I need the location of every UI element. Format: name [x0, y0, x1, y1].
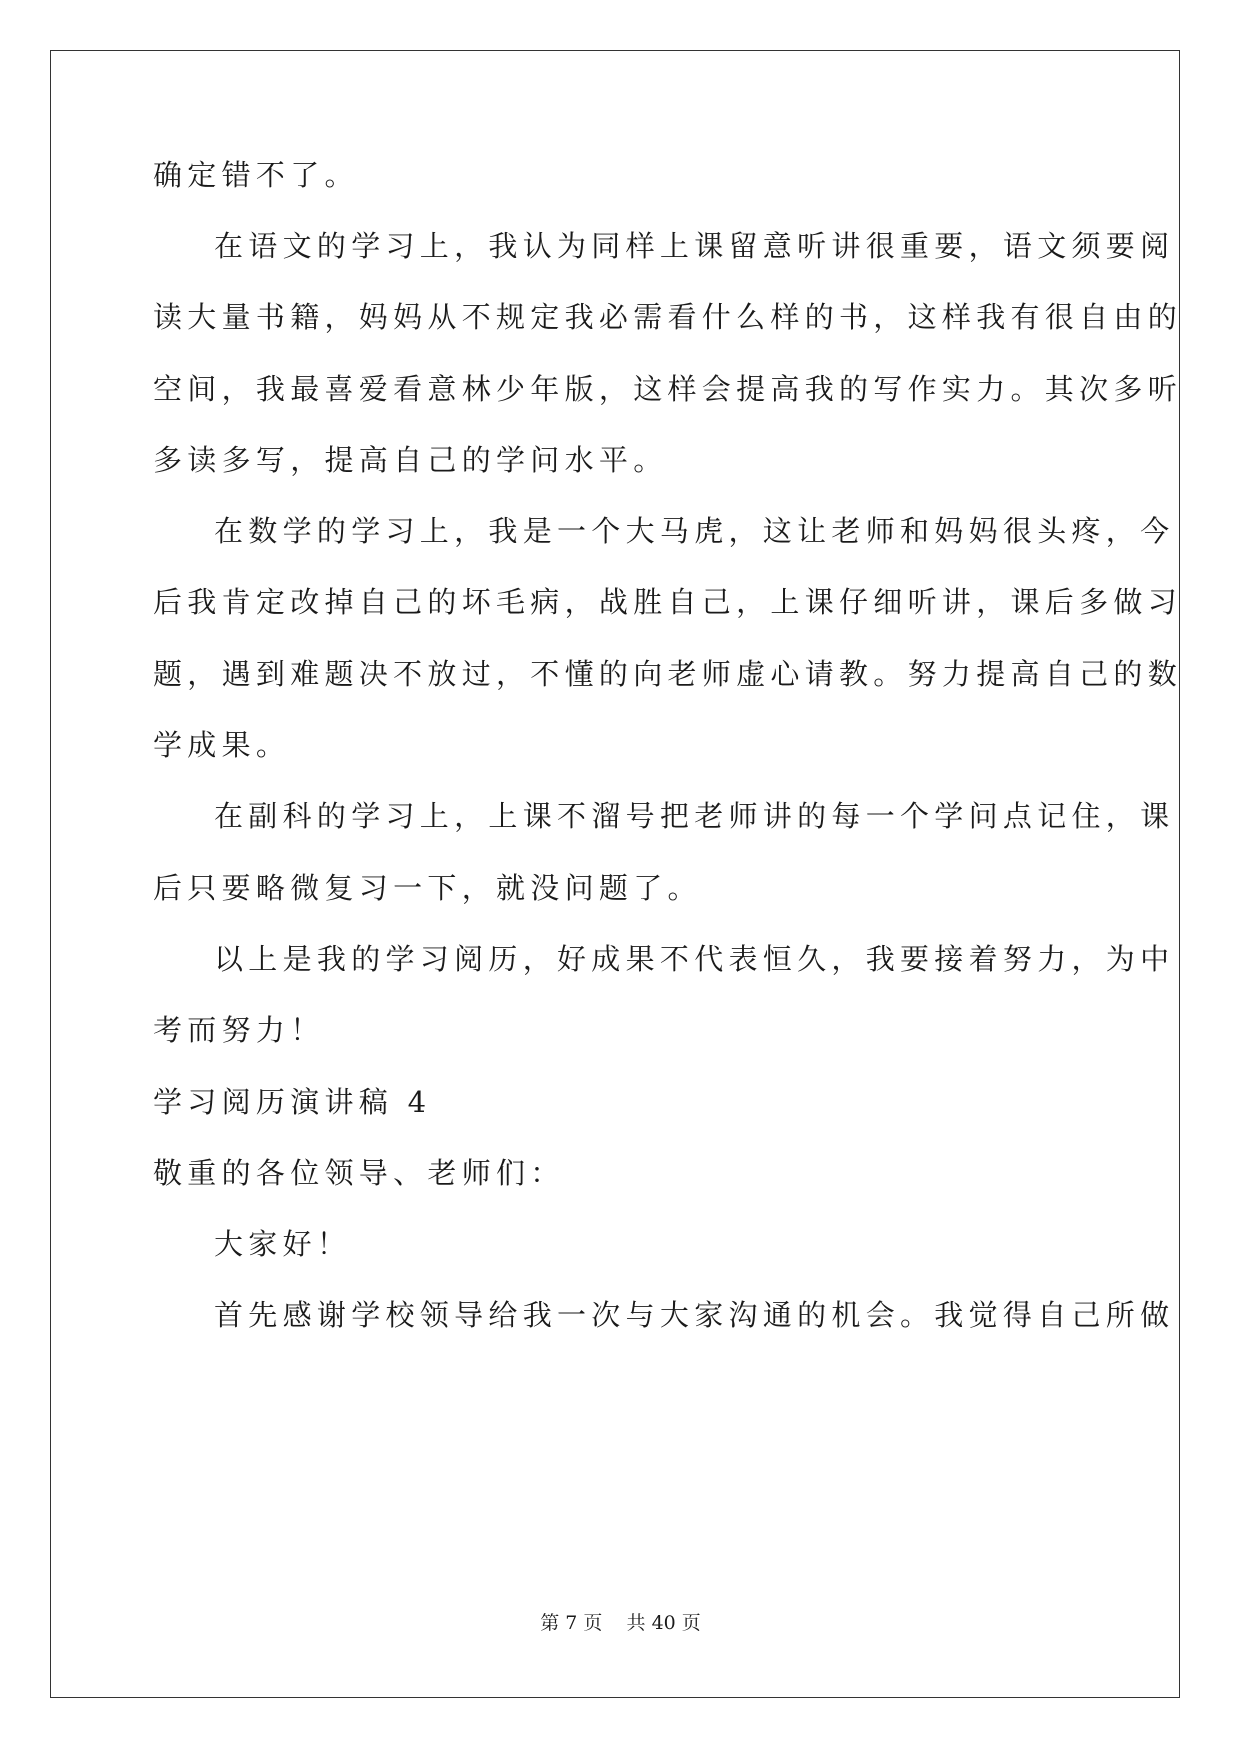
- paragraph-line: 以上是我的学习阅历，好成果不代表恒久，我要接着努力，为中: [214, 942, 1175, 976]
- text-line: 学成果。: [153, 728, 291, 762]
- text-line: 后我肯定改掉自己的坏毛病，战胜自己，上课仔细听讲，课后多做习: [153, 585, 1183, 619]
- text-line: 题，遇到难题决不放过，不懂的向老师虚心请教。努力提高自己的数: [153, 657, 1183, 691]
- text-line: 空间，我最喜爱看意林少年版，这样会提高我的写作实力。其次多听: [153, 372, 1183, 406]
- page-footer: 第 7 页 共 40 页: [540, 1612, 701, 1634]
- text-line: 后只要略微复习一下，就没问题了。: [153, 871, 702, 905]
- text-line: 考而努力！: [153, 1013, 325, 1047]
- salutation: 敬重的各位领导、老师们：: [153, 1156, 565, 1190]
- paragraph-line: 在语文的学习上，我认为同样上课留意听讲很重要，语文须要阅: [214, 229, 1175, 263]
- greeting: 大家好！: [214, 1227, 352, 1261]
- text-line: 确定错不了。: [153, 158, 359, 192]
- paragraph-line: 在副科的学习上，上课不溜号把老师讲的每一个学问点记住，课: [214, 799, 1175, 833]
- text-line: 多读多写，提高自己的学问水平。: [153, 443, 668, 477]
- paragraph-line: 首先感谢学校领导给我一次与大家沟通的机会。我觉得自己所做: [214, 1298, 1175, 1332]
- text-line: 读大量书籍，妈妈从不规定我必需看什么样的书，这样我有很自由的: [153, 300, 1183, 334]
- paragraph-line: 在数学的学习上，我是一个大马虎，这让老师和妈妈很头疼，今: [214, 514, 1175, 548]
- section-heading: 学习阅历演讲稿 4: [153, 1085, 432, 1119]
